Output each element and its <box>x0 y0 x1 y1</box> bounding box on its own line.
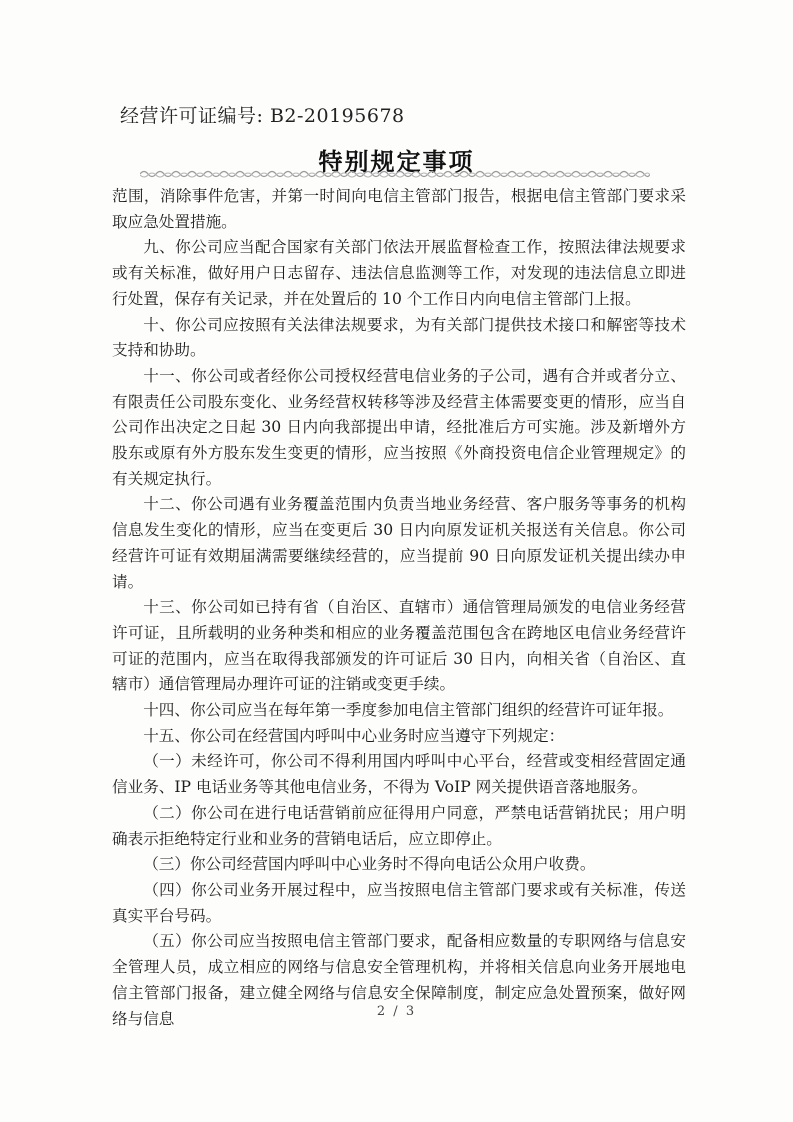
paragraph-subitem-5: （五）你公司应当按照电信主管部门要求，配备相应数量的专职网络与信息安全管理人员，成立相应的网络与信息安全管理机构，并将相关信息向业务开展地电信主管部门报备，建立健全网络与信息安全保障制度，制定应急处置预案，做好网络与信息 <box>112 932 686 1028</box>
body-text <box>112 184 686 1032</box>
page-number: 2 / 3 <box>376 1004 417 1019</box>
paragraph-item-15: 十五、你公司在经营国内呼叫中心业务时应当遵守下列规定： <box>143 726 565 745</box>
paragraph-item-14: 十四、你公司应当在每年第一季度参加电信主管部门组织的经营许可证年报。 <box>143 701 674 720</box>
paragraph-subitem-3: （三）你公司经营国内呼叫中心业务时不得向电话公众用户收费。 <box>143 855 596 874</box>
paragraph-subitem-4: （四）你公司业务开展过程中，应当按照电信主管部门要求或有关标准，传送真实平台号码。 <box>112 880 686 925</box>
page-title: 特别规定事项 <box>318 147 475 176</box>
paragraph-item-9: 九、你公司应当配合国家有关部门依法开展监督检查工作，按照法律法规要求或有关标准，做好用户日志留存、违法信息监测等工作，对发现的违法信息立即进行处置，保存有关记录，并在处置后的 10 个工作日内向电信主管部门上报。 <box>112 238 686 308</box>
paragraph-item-12: 十二、你公司遇有业务覆盖范围内负责当地业务经营、客户服务等事务的机构信息发生变化的情形，应当在变更后 30 日内向原发证机关报送有关信息。你公司经营许可证有效期届满需要继续经营的，应当提前 90 日向原发证机关提出续办申请。 <box>112 495 686 591</box>
paragraph-continuation: 范围，消除事件危害，并第一时间向电信主管部门报告，根据电信主管部门要求采取应急处置措施。 <box>112 187 686 231</box>
paragraph-item-13: 十三、你公司如已持有省（自治区、直辖市）通信管理局颁发的电信业务经营许可证，且所载明的业务种类和相应的业务覆盖范围包含在跨地区电信业务经营许可证的范围内，应当在取得我部颁发的许可证后 30 日内，向相关省（自治区、直辖市）通信管理局办理许可证的注销或变更手续。 <box>112 598 686 694</box>
decorative-wavy-divider <box>140 168 650 180</box>
license-number: 经营许可证编号: B2-20195678 <box>120 105 405 127</box>
paragraph-subitem-1: （一）未经许可，你公司不得利用国内呼叫中心平台，经营或变相经营固定通信业务、IP 电话业务等其他电信业务，不得为 VoIP 网关提供语音落地服务。 <box>112 752 686 797</box>
paragraph-item-10: 十、你公司应按照有关法律法规要求，为有关部门提供技术接口和解密等技术支持和协助。 <box>112 315 686 360</box>
paragraph-subitem-2: （二）你公司在进行电话营销前应征得用户同意，严禁电话营销扰民；用户明确表示拒绝特定行业和业务的营销电话后，应立即停止。 <box>112 803 686 848</box>
paragraph-item-11: 十一、你公司或者经你公司授权经营电信业务的子公司，遇有合并或者分立、有限责任公司股东变化、业务经营权转移等涉及经营主体需要变更的情形，应当自公司作出决定之日起 30 日内向我部提出申请，经批准后方可实施。涉及新增外方股东或原有外方股东发生变更的情形，应当按照《外商投资电信企业管理规定》的有关规定执行。 <box>112 366 686 488</box>
